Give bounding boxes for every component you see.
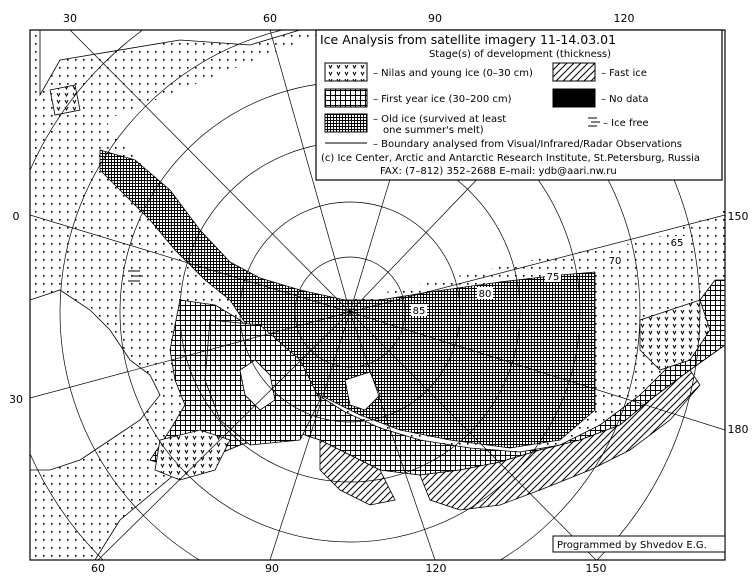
legend-old-2: one summer's melt): [383, 125, 484, 136]
lon-bottom-90: 90: [265, 562, 279, 575]
lon-top-120: 120: [613, 12, 635, 25]
legend-title: Ice Analysis from satellite imagery 11-14.03.01: [320, 32, 617, 47]
legend-ice-free: – Ice free: [603, 118, 649, 129]
swatch-fast: [553, 63, 595, 81]
programmer-box: [553, 536, 725, 552]
lon-left-30: 30: [9, 393, 23, 406]
swatch-old: [325, 114, 367, 132]
legend-credit: (c) Ice Center, Arctic and Antarctic Research Institute, St.Petersburg, Russia: [321, 153, 700, 164]
lon-bottom-120: 120: [425, 562, 447, 575]
lon-top-90: 90: [428, 12, 442, 25]
legend-no-data: – No data: [601, 94, 649, 105]
lon-labels-top: [63, 12, 635, 25]
lon-left-0: 0: [12, 210, 20, 223]
lon-top-60: 60: [263, 12, 277, 25]
legend-fast: – Fast ice: [601, 68, 647, 79]
legend-old-1: – Old ice (survived at least: [373, 114, 507, 125]
lon-right-150: 150: [727, 210, 749, 223]
programmer-credit: Programmed by Shvedov E.G.: [557, 540, 707, 551]
legend-first-year: – First year ice (30–200 cm): [373, 94, 512, 105]
legend-subtitle: Stage(s) of development (thickness): [428, 49, 612, 60]
lat-80: 80: [478, 289, 492, 300]
lon-bottom-150: 150: [585, 562, 607, 575]
lon-labels-bottom: [91, 562, 607, 575]
nilas-young-ice-3: [50, 85, 80, 115]
legend-boundary: – Boundary analysed from Visual/Infrared/Radar Observations: [373, 139, 682, 150]
legend-contact: FAX: (7–812) 352–2688 E–mail: ydb@aari.nw.ru: [380, 166, 617, 177]
lat-75: 75: [546, 272, 560, 283]
swatch-no-data: [553, 89, 595, 107]
lon-top-30: 30: [63, 12, 77, 25]
lon-right-180: 180: [727, 423, 749, 436]
lon-bottom-60: 60: [91, 562, 105, 575]
legend-box: [316, 30, 722, 180]
swatch-first-year: [325, 89, 367, 107]
lat-65: 65: [670, 238, 684, 249]
legend-nilas: – Nilas and young ice (0–30 cm): [373, 68, 533, 79]
lat-85: 85: [412, 306, 426, 317]
lat-70: 70: [608, 256, 622, 267]
swatch-nilas: [325, 63, 367, 81]
